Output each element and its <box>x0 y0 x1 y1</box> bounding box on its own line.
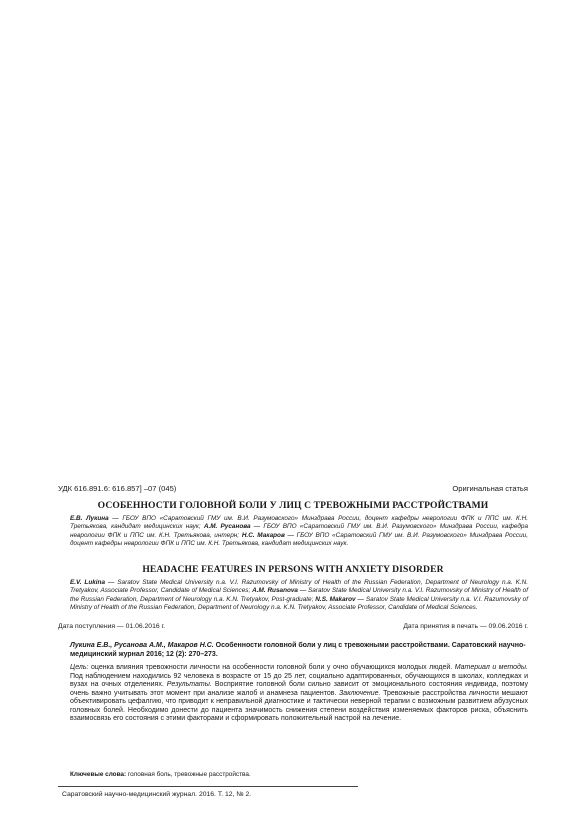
author-affiliation: — ГБОУ ВПО «Саратовский ГМУ им. В.И. Разумовского» Минздрава России, доцент кафедры неврологии ФПК и ППС им. К.Н. Третьякова, кандидат медицинских наук; <box>70 515 528 531</box>
abstract <box>70 664 528 724</box>
footer-divider <box>58 786 358 787</box>
keywords <box>70 771 528 778</box>
abstract-conclusion-label: Заключение. <box>339 689 381 697</box>
title-english: HEADACHE FEATURES IN PERSONS WITH ANXIETY DISORDER <box>142 564 444 575</box>
journal-page <box>58 0 528 820</box>
author-name: А.М. Русанова <box>203 523 251 531</box>
received-date: Дата поступления — 01.06.2016 г. <box>58 623 166 630</box>
author-name: A.M. Rusanova <box>252 587 298 595</box>
author-name: Е.В. Лукина <box>70 515 109 522</box>
author-affiliation: — Saratov State Medical University n.a. V.I. Razumovsky of Ministry of Health of the Russian Federation, Department of Neurology n.a. K.N. Tretyakov, Post-graduate; <box>70 587 529 603</box>
dates-row <box>58 623 528 630</box>
keywords-label: Ключевые слова: <box>70 771 127 778</box>
authors-english <box>70 579 528 612</box>
keywords-text: головная боль, тревожные расстройства. <box>126 771 251 778</box>
author-affiliation: — ГБОУ ВПО «Саратовский ГМУ им. В.И. Разумовского» Минздрава России, доцент кафедры неврологии ФПК и ППС им. К.Н. Третьякова, кандидат медицинских наук. <box>70 531 528 547</box>
authors-russian <box>70 515 528 548</box>
author-affiliation: — Saratov State Medical University n.a. V.I. Razumovsky of Ministry of Health of the Russian Federation, Department of Neurology n.a. K.N. Tretyakov, Associate Professor, Candidate of Medical Sciences. <box>70 595 529 611</box>
abstract-aim-label: Цель: <box>70 664 89 671</box>
article-type: Оригинальная статья <box>452 484 528 493</box>
abstract-results-label: Результаты. <box>166 681 212 688</box>
abstract-aim-text: оценка влияния тревожности личности на особенности головной боли у очно обучающихся молодых людей. <box>88 664 455 671</box>
author-affiliation: — Saratov State Medical University n.a. V.I. Razumovsky of Ministry of Health of the Russian Federation, Department of Neurology n.a. K.N. Tretyakov, Associate Professor, Candidate of Medical Sciences; <box>70 579 528 595</box>
citation <box>70 642 528 659</box>
author-name: N.S. Makarov <box>315 595 356 603</box>
abstract-methods-text: Под наблюдением находились 92 человека в возрасте от 15 до 25 лет, социально адаптированных, обучающихся в школах, колледжах и вузах на очных отделениях. <box>70 672 528 688</box>
title-russian: ОСОБЕННОСТИ ГОЛОВНОЙ БОЛИ У ЛИЦ С ТРЕВОЖНЫМИ РАССТРОЙСТВАМИ <box>97 500 489 511</box>
abstract-results-text: Восприятие головной боли сильно зависит от эмоционального состояния индивида, поэтому очень важно учитывать этот момент при анализе жалоб и анамнеза пациентов. <box>70 681 528 697</box>
header-row <box>58 484 528 493</box>
abstract-conclusion-text: Тревожные расстройства личности мешают объективировать цефалгию, что приводит к неправильной диагностике и тактически неверной терапии с возможным развитием абузусных головных болей. Необходимо донести до пациента значимость снижения степени воздействия изменяемых факторов риска, объяснить взаимосвязь его состояния с этими факторами и сформировать положительный настрой на лечение. <box>70 689 528 722</box>
abstract-methods-label: Материал и методы. <box>454 664 528 671</box>
author-name: Н.С. Макаров <box>241 531 285 539</box>
accepted-date: Дата принятия в печать — 09.06.2016 г. <box>403 623 528 630</box>
author-affiliation: — ГБОУ ВПО «Саратовский ГМУ им. В.И. Разумовского» Минздрава России, кафедра неврологии ФПК и ППС им. К.Н. Третьякова, интерн; <box>70 523 529 539</box>
journal-footer: Саратовский научно-медицинский журнал. 2016. Т. 12, № 2. <box>62 791 252 798</box>
author-name: E.V. Lukina <box>70 579 106 586</box>
udc-code: УДК 616.891.6: 616.857] –07 (045) <box>58 484 177 493</box>
citation-text: Особенности головной боли у лиц с тревожными расстройствами. Саратовский научно-медицинский журнал 2016; 12 (2): 270–273. <box>70 642 526 658</box>
citation-authors: Лукина Е.В., Русанова А.М., Макаров Н.С. <box>70 642 214 649</box>
